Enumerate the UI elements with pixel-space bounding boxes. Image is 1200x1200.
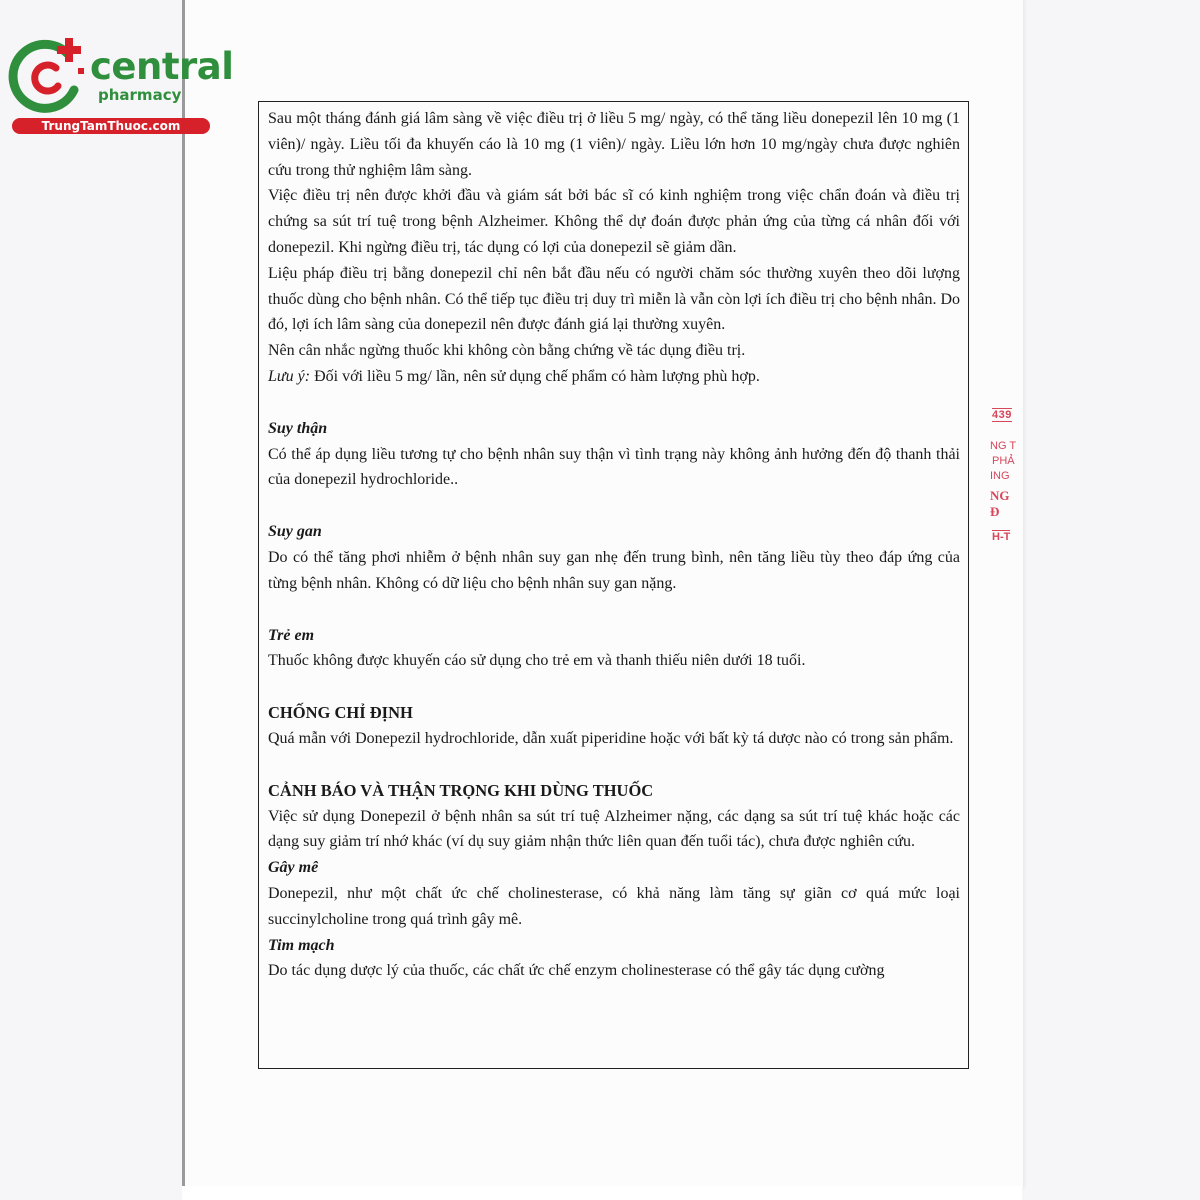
approval-stamp — [986, 400, 1020, 560]
note-text: Đối với liều 5 mg/ lần, nên sử dụng chế phẩm có hàm lượng phù hợp. — [310, 367, 760, 385]
hepatic-heading: Suy gan — [268, 523, 322, 541]
logo-tagline: pharmacy — [98, 86, 182, 104]
logo-name: central — [90, 45, 234, 88]
stamp-text-1: NG T — [990, 440, 1017, 452]
warnings-text: Việc sử dụng Donepezil ở bệnh nhân sa sút trí tuệ Alzheimer nặng, các dạng sa sút trí tuệ khác hoặc các dạng suy giảm trí nhớ khác (ví dụ suy giảm nhận thức liên quan đến tuổi tác), chưa được nghiên cứu. — [268, 807, 960, 851]
children-text: Thuốc không được khuyến cáo sử dụng cho trẻ em và thanh thiếu niên dưới 18 tuổi. — [268, 652, 806, 670]
stamp-text-5: H-T — [992, 531, 1011, 543]
dosage-paragraph-2: Việc điều trị nên được khởi đầu và giám sát bởi bác sĩ có kinh nghiệm trong việc chẩn đoán và điều trị chứng sa sút trí tuệ trong bệnh Alzheimer. Không thể dự đoán được phản ứng của từng cá nhân đối với donepezil. Khi ngừng điều trị, tác dụng có lợi của donepezil sẽ giảm dần. — [268, 187, 960, 256]
dosage-paragraph-3: Liệu pháp điều trị bằng donepezil chỉ nên bắt đầu nếu có người chăm sóc thường xuyên theo dõi lượng thuốc dùng cho bệnh nhân. Có thể tiếp tục điều trị duy trì miễn là vẫn còn lợi ích điều trị cho bệnh nhân. Do đó, lợi ích lâm sàng của donepezil nên được đánh giá lại thường xuyên. — [268, 264, 960, 334]
cardio-heading: Tim mạch — [268, 936, 335, 954]
leaflet-content-box — [258, 101, 969, 1069]
note-label: Lưu ý: — [268, 367, 311, 385]
dosage-paragraph-1: Sau một tháng đánh giá lâm sàng về việc điều trị ở liều 5 mg/ ngày, có thể tăng liều donepezil lên 10 mg (1 viên)/ ngày. Liều tối đa khuyến cáo là 10 mg (1 viên)/ ngày. Liều lớn hơn 10 mg/ngày chưa được nghiên cứu trong thử nghiệm lâm sàng. — [268, 110, 960, 179]
stamp-text-2: PHẢ — [992, 455, 1015, 467]
logo-mark-icon — [8, 38, 90, 116]
stamp-text-4: NG Đ — [990, 488, 1010, 519]
children-heading: Trẻ em — [268, 626, 315, 644]
cardio-text: Do tác dụng dược lý của thuốc, các chất ức chế enzym cholinesterase có thể gây tác dụng cường — [268, 962, 885, 980]
central-pharmacy-logo[interactable] — [8, 38, 234, 138]
page-bottom-edge — [182, 1186, 1022, 1200]
dosage-paragraph-4: Nên cân nhắc ngừng thuốc khi không còn bằng chứng về tác dụng điều trị. — [268, 342, 746, 360]
anesthesia-heading: Gây mê — [268, 859, 319, 877]
renal-heading: Suy thận — [268, 419, 328, 437]
renal-text: Có thể áp dụng liều tương tự cho bệnh nhân suy thận vì tình trạng này không ảnh hưởng đến độ thanh thải của donepezil hydrochloride.. — [268, 445, 960, 489]
contraindications-text: Quá mẫn với Donepezil hydrochloride, dẫn xuất piperidine hoặc với bất kỳ tá dược nào có trong sản phẩm. — [268, 729, 954, 747]
note-paragraph — [268, 364, 960, 390]
anesthesia-text: Donepezil, như một chất ức chế cholinesterase, có khả năng làm tăng sự giãn cơ quá mức loại succinylcholine trong quá trình gây mê. — [268, 884, 960, 928]
contraindications-heading: CHỐNG CHỈ ĐỊNH — [268, 703, 413, 723]
stamp-number: 439 — [992, 409, 1012, 421]
logo-website: TrungTamThuoc.com — [12, 118, 210, 134]
hepatic-text: Do có thể tăng phơi nhiễm ở bệnh nhân suy gan nhẹ đến trung bình, nên tăng liều tùy theo đáp ứng của từng bệnh nhân. Không có dữ liệu cho bệnh nhân suy gan nặng. — [268, 548, 960, 592]
stamp-text-3: ING — [990, 470, 1010, 482]
warnings-heading: CẢNH BÁO VÀ THẬN TRỌNG KHI DÙNG THUỐC — [268, 780, 654, 800]
